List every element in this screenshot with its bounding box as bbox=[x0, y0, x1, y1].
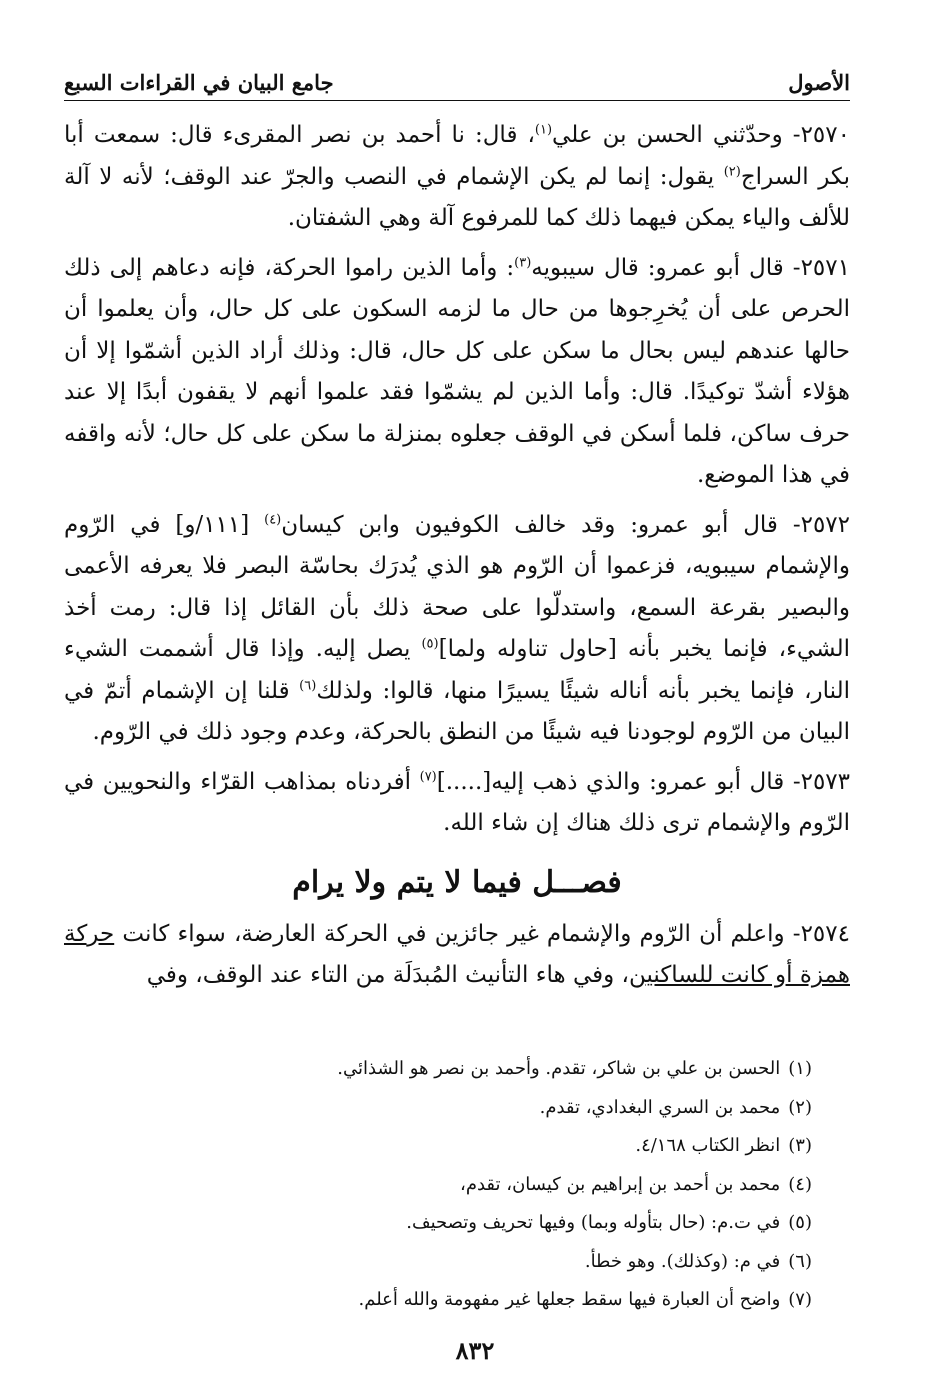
paragraph-text: قال أبو عمرو: قال سيبويه bbox=[531, 254, 793, 281]
paragraph-number: ٢٥٧٠- bbox=[792, 122, 850, 148]
footnote bbox=[64, 1281, 812, 1320]
footnotes bbox=[64, 1050, 812, 1320]
footnote bbox=[64, 1127, 812, 1166]
footnote-text: انظر الكتاب ٤/١٦٨. bbox=[635, 1135, 781, 1156]
footnote-number: (٦) bbox=[788, 1250, 812, 1272]
footnote-text: في م: (وكذلك). وهو خطأ. bbox=[584, 1250, 781, 1272]
paragraph-number: ٢٥٧٢- bbox=[792, 511, 851, 538]
section-heading: فصـــل فيما لا يتم ولا يرام bbox=[292, 864, 622, 900]
paragraph-number: ٢٥٧١- bbox=[792, 254, 850, 281]
footnote-number: (٢) bbox=[788, 1096, 812, 1118]
paragraph-text: واعلم أن الرّوم والإشمام غير جائزين في الحركة العارضة، سواء كانت bbox=[114, 920, 793, 947]
footnote-number: (١) bbox=[788, 1058, 812, 1079]
paragraph-2574 bbox=[64, 914, 850, 997]
footnote-number: (٧) bbox=[788, 1289, 812, 1310]
footnote bbox=[64, 1089, 812, 1128]
footnote-text: في ت.م: (حال بتأوله وبما) وفيها تحريف وتصحيف. bbox=[406, 1212, 781, 1233]
paragraph-number: ٢٥٧٣- bbox=[792, 768, 851, 795]
paragraph-2571 bbox=[64, 248, 850, 497]
paragraph-text: أفردناه بمذاهب القرّاء والنحويين في الرّوم والإشمام ترى ذلك هناك إن شاء الله. bbox=[64, 768, 850, 836]
underlined-text: حركة همزة أو كانت للساكنين bbox=[64, 920, 850, 988]
footnote bbox=[64, 1050, 812, 1089]
paragraph-text: ، قال: نا أحمد بن نصر المقرىء قال: سمعت أبا بكر السراج bbox=[64, 122, 851, 190]
paragraph-text: [١١١/و] في الرّوم والإشمام سيبويه، فزعموا أن الرّوم هو الذي يُدرَك بحاسّة البصر فلا يعرفه الأعمى والبصير بقرعة السمع، واستدلّوا على صحة ذلك بأن القائل إذا قال: رمت أخذ الشيء، فإنما يخبر بأنه [حاول تناوله ولما] bbox=[64, 511, 850, 662]
paragraph-text: وحدّثني الحسن بن علي bbox=[552, 122, 793, 148]
running-header bbox=[64, 60, 850, 101]
paragraph-text: قال أبو عمرو: والذي ذهب إليه[.....] bbox=[436, 768, 793, 795]
footnote-number: (٥) bbox=[788, 1212, 812, 1233]
footnote-number: (٣) bbox=[788, 1135, 812, 1156]
main-text bbox=[64, 115, 850, 1005]
paragraph-text: يصل إليه. وإذا قال أشممت الشيء النار، فإنما يخبر بأنه أناله شيئًا يسيرًا منها، قالوا: ولذلك bbox=[64, 636, 850, 704]
footnote bbox=[64, 1204, 812, 1243]
paragraph-number: ٢٥٧٤- bbox=[792, 920, 850, 947]
paragraph-2572 bbox=[64, 505, 850, 754]
footnote-ref: (٢) bbox=[723, 163, 741, 179]
footnote-ref: (٣) bbox=[514, 254, 532, 270]
paragraph-2573 bbox=[64, 762, 850, 845]
header-book-title: جامع البيان في القراءات السبع bbox=[64, 70, 334, 95]
paragraph-text: : وأما الذين راموا الحركة، فإنه دعاهم إلى ذلك الحرص على أن يُخرِجوها من حال ما لزمه السكون على كل حال، وأن يعلموا أن حالها عندهم ليس بحال ما سكن على كل حال، قال: وذلك أراد الذين أشمّوا إلا أن هؤلاء أشدّ توكيدًا. قال: وأما الذين لم يشمّوا فقد علموا أنهم لا يقفون أبدًا إلا عند حرف ساكن، فلما أسكن في الوقف جعلوه بمنزلة ما سكن على كل حال؛ لأنه واقفه في هذا الموضع. bbox=[64, 254, 850, 488]
footnote-ref: (٧) bbox=[419, 768, 437, 784]
footnote-ref: (٥) bbox=[421, 636, 439, 652]
footnote-text: الحسن بن علي بن شاكر، تقدم. وأحمد بن نصر هو الشذائي. bbox=[337, 1058, 781, 1079]
page-number: ٨٣٢ bbox=[455, 1336, 495, 1365]
paragraph-text: قال أبو عمرو: وقد خالف الكوفيون وابن كيسان bbox=[281, 511, 793, 538]
footnote-ref: (١) bbox=[534, 122, 553, 138]
footnote bbox=[64, 1243, 812, 1282]
footnote-text: محمد بن السري البغدادي، تقدم. bbox=[539, 1096, 781, 1118]
footnote bbox=[64, 1166, 812, 1205]
footnote-text: واضح أن العبارة فيها سقط جعلها غير مفهومة والله أعلم. bbox=[358, 1289, 781, 1310]
paragraph-text: ، وفي هاء التأنيث المُبدَلَة من التاء عند الوقف، وفي bbox=[146, 962, 629, 988]
paragraph-2570 bbox=[64, 115, 850, 240]
footnote-text: محمد بن أحمد بن إبراهيم بن كيسان، تقدم، bbox=[460, 1173, 781, 1195]
paragraph-text: يقول: إنما لم يكن الإشمام في النصب والجرّ عند الوقف؛ لأنه لا آلة للألف والياء يمكن فيهما ذلك كما للمرفوع آلة وهي الشفتان. bbox=[64, 163, 850, 231]
paragraph-text: قلنا إن الإشمام أتمّ في البيان من الرّوم لوجودنا فيه شيئًا من النطق بالحركة، وعدم وجود ذلك في الرّوم. bbox=[64, 677, 850, 745]
footnote-ref: (٦) bbox=[299, 677, 317, 693]
header-chapter: الأصول bbox=[788, 70, 850, 95]
footnote-ref: (٤) bbox=[264, 511, 282, 527]
footnote-number: (٤) bbox=[788, 1173, 812, 1195]
